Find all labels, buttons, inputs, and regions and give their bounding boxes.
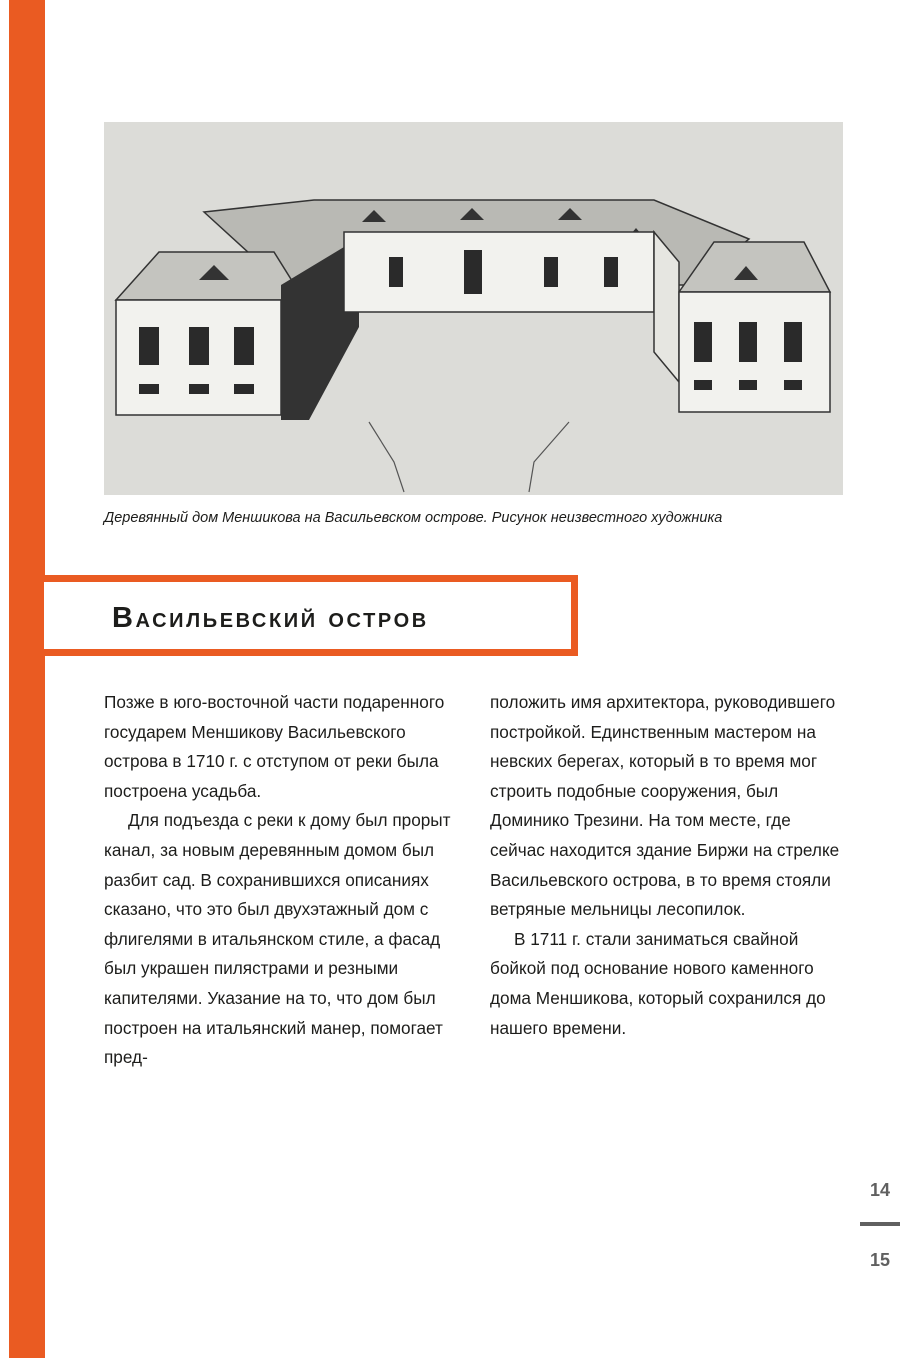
section-heading-inner	[44, 582, 571, 649]
page-number-bottom: 15	[869, 1250, 890, 1270]
building-drawing	[104, 122, 843, 495]
figure-caption: Деревянный дом Меншикова на Васильевском острове. Рисунок неизвестного художника	[104, 510, 723, 526]
paragraph: положить имя архитектора, руководившего постройкой. Единственным мастером на невских берегах, который в то время мог строить подобные сооружения, был Доминико Трезини. На том месте, где сейчас находится здание Биржи на стрелке Васильевского острова, в то время стояли ветряные мельницы лесопилок.	[490, 692, 840, 920]
paragraph: Позже в юго-восточной части подаренного государем Меншикову Васильевского острова в 1710 г. с отступом от реки была построена усадьба.	[104, 692, 445, 801]
section-heading-frame	[37, 575, 578, 656]
text-column-left	[104, 688, 456, 1073]
page-number-divider	[860, 1222, 900, 1226]
text-column-right	[490, 688, 842, 1043]
paragraph: В 1711 г. стали заниматься свайной бойкой под основание нового каменного дома Меншикова, который сохранился до нашего времени.	[490, 928, 826, 1038]
accent-side-bar	[9, 0, 45, 1358]
section-heading: Васильевский остров	[112, 602, 429, 634]
page-number-top: 14	[869, 1180, 890, 1200]
paragraph: Для подъезда с реки к дому был прорыт канал, за новым деревянным домом был разбит сад. В сохранившихся описаниях сказано, что это был двухэтажный дом с флигелями в итальянском стиле, а фасад был украшен пилястрами и резными капителями. Указание на то, что дом был построен на итальянский манер, помогает пред-	[104, 810, 451, 1068]
building-drawing-figure	[104, 122, 843, 495]
